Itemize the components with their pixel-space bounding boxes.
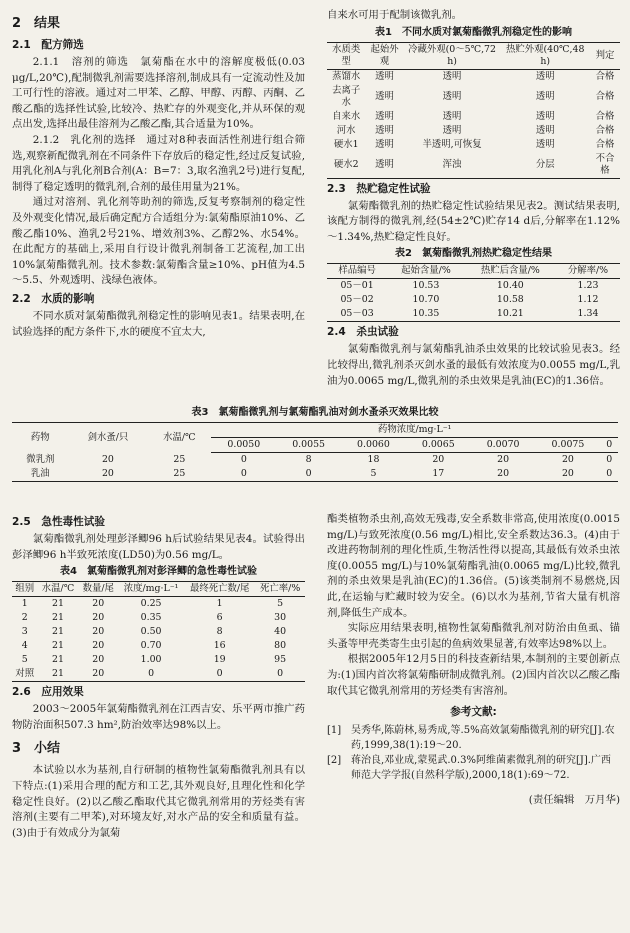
table-header: 水温/℃ [38, 582, 79, 597]
cell: 透明 [535, 110, 555, 122]
paragraph-solvent: 2.1.1 溶剂的筛选 氯菊酯在水中的溶解度极低(0.03 μg/L,20℃),配制微乳剂需要选择溶剂,制成具有一定流动性及加工可行性的溶液。通过对二甲苯、乙醇、甲醇、丙醇、丙酮、乙酸乙酯的选择性试验,比较冷、热贮存的外观变化,并从环保的观点出发,选择出最佳溶剂为乙酸乙酯,其合适量为10%。 [12, 56, 305, 131]
cell: 透明 [535, 90, 555, 102]
table-header: 0 [600, 438, 618, 453]
cell: 0 [216, 668, 223, 680]
cell: 0 [305, 468, 312, 479]
cell: 20 [92, 640, 105, 652]
table-header: 剑水蚤/只 [87, 431, 129, 443]
table-header: 判定 [590, 42, 620, 69]
table-row [12, 467, 618, 482]
cell: 透明 [375, 70, 394, 82]
cell: 20 [92, 598, 105, 610]
cell: 硬水2 [333, 158, 359, 170]
cell: 20 [497, 468, 510, 479]
cell: 透明 [375, 138, 394, 150]
cell: 25 [173, 468, 186, 479]
cell: 不合格 [595, 152, 615, 176]
table-header: 0.0050 [211, 438, 276, 453]
table-4 [12, 581, 305, 682]
cell: 6 [216, 612, 223, 624]
reference-item [327, 723, 620, 753]
table-row [12, 653, 305, 667]
table-row [327, 307, 620, 322]
section-2-4-title: 2.4 杀虫试验 [327, 326, 399, 339]
cell: 20 [561, 468, 574, 479]
cell: 8 [216, 626, 223, 638]
table-header: 数量/尾 [78, 582, 118, 597]
table-header: 0.0065 [406, 438, 471, 453]
paragraph-water-quality: 不同水质对氯菊酯微乳剂稳定性的影响见表1。结果表明,在试验选择的配方条件下,水的硬度不宜太大, [12, 309, 305, 338]
cell: 21 [52, 612, 64, 624]
cell: 透明 [442, 90, 462, 102]
cell: 18 [367, 454, 380, 465]
table-row [12, 639, 305, 653]
cell: 20 [101, 468, 114, 479]
cell: 20 [432, 454, 445, 465]
cell: 合格 [595, 138, 615, 150]
table-row [327, 279, 620, 294]
table-header: 冷藏外观(0～5℃,72 h) [404, 42, 501, 69]
cell: 10.35 [412, 308, 440, 320]
cell: 0 [606, 468, 613, 479]
references-list [327, 723, 620, 783]
table-row [327, 124, 620, 138]
responsible-editor: (责任编辑 万月华) [528, 793, 620, 806]
cell: 透明 [442, 110, 462, 122]
cell: 1.12 [577, 294, 599, 306]
cell: 05－03 [340, 308, 374, 320]
cell: 5 [277, 598, 284, 610]
cell: 透明 [535, 124, 555, 136]
cell: 10.58 [496, 294, 524, 306]
cell: 0 [240, 454, 247, 465]
table-header: 起始外观 [365, 42, 403, 69]
references-title: 参考文献: [450, 706, 497, 719]
reference-item [327, 753, 620, 783]
cell: 0.70 [140, 640, 162, 652]
cell: 8 [305, 454, 312, 465]
cell: 25 [173, 453, 186, 465]
cell: 30 [274, 612, 287, 624]
table-row [327, 293, 620, 307]
cell: 5 [370, 468, 377, 479]
table-3-block [12, 404, 618, 482]
cell: 20 [497, 454, 510, 465]
cell: 合格 [595, 90, 615, 102]
cell: 0 [148, 668, 155, 680]
table-3 [12, 422, 618, 482]
cell: 10.70 [412, 294, 440, 306]
paragraph-insecticide: 氯菊酯微乳剂与氯菊酯乳油杀虫效果的比较试验见表3。经比较得出,微乳剂杀灭剑水蚤的最低有效浓度为0.0055 mg/L,乳油为0.0065 mg/L,微乳剂的杀虫效果是乳油(EC)的1.36倍。 [327, 343, 620, 387]
cell: 05－02 [340, 294, 374, 306]
cell: 分层 [535, 158, 555, 170]
table-header: 最终死亡数/尾 [184, 582, 255, 597]
table-2 [327, 263, 620, 322]
cell: 合格 [595, 110, 615, 122]
cell: 1 [21, 598, 28, 610]
table-header: 0.0060 [341, 438, 406, 453]
reference-text: 蒋治良,邓业成,蒙冕武.0.3%阿维菌素微乳剂的研究[J].广西师范大学学报(自然科学版),2000,18(1):69～72. [351, 754, 611, 781]
cell: 20 [92, 668, 105, 680]
cell: 对照 [15, 668, 35, 680]
table-row [327, 138, 620, 152]
cell: 19 [213, 654, 226, 666]
cell: 21 [52, 654, 64, 666]
cell: 浑浊 [442, 158, 462, 170]
cell: 05－01 [340, 280, 374, 292]
cell: 合格 [595, 70, 615, 82]
cell: 合格 [595, 124, 615, 136]
cell: 21 [52, 626, 64, 638]
table-row [12, 667, 305, 682]
table-row [327, 110, 620, 124]
cell: 蒸馏水 [332, 70, 361, 82]
table-1-caption: 表1 不同水质对氯菊酯微乳剂稳定性的影响 [375, 26, 572, 38]
cell: 20 [92, 654, 105, 666]
cell: 10.21 [496, 308, 524, 320]
table-1 [327, 42, 620, 179]
paragraph-toxicity: 氯菊酯微乳剂处理彭泽鲫96 h后试验结果见表4。试验得出彭泽鲫96 h半致死浓度(LD50)为0.56 mg/L。 [12, 533, 305, 561]
table-header: 药物浓度/mg·L⁻¹ [211, 423, 618, 438]
cell: 透明 [375, 158, 394, 170]
cell: 20 [561, 454, 574, 465]
table-header: 组别 [12, 582, 38, 597]
table-header: 浓度/mg·L⁻¹ [118, 582, 184, 597]
table-header: 药物 [30, 431, 50, 443]
cell: 0.50 [140, 626, 162, 638]
cell: 4 [21, 640, 28, 652]
table-header: 起始含量/% [387, 264, 465, 279]
cell: 20 [92, 612, 105, 624]
right-column-upper [327, 8, 620, 389]
table-header: 0.0070 [471, 438, 536, 453]
paragraph-summary-cont: 酯类植物杀虫剂,高效无残毒,安全系数非常高,使用浓度(0.0015 mg/L)与致死浓度(0.56 mg/L)相比,安全系数达36.3。(4)由于改进药物制剂的理化性质,生物活性得以提高,其最低有效杀虫浓度(0.0055 mg/L)与10%氯菊酯乳油(0.0065 mg/L)比较,微乳剂的杀虫效果是乳油(EC)的1.36倍。(5)该类制剂不易燃烧,因此,在运输与贮藏时较为安全。(6)以水为基剂,节省大量有机溶剂,降低生产成本。 [327, 513, 620, 619]
cell: 透明 [375, 124, 394, 136]
section-3-heading: 3 小结 [12, 741, 61, 757]
left-column-lower [12, 512, 305, 841]
cell: 透明 [375, 90, 394, 102]
cell: 0 [277, 668, 284, 680]
table-header: 样品编号 [327, 264, 387, 279]
section-2-5-title: 2.5 急性毒性试验 [12, 516, 105, 528]
paragraph-emulsifier: 2.1.2 乳化剂的选择 通过对8种表面活性剂进行组合筛选,观察新配微乳剂在不同条件下存放后的稳定性,经过反复试验,用乳化剂A与乳化剂B合剂(A：B=7：3,取名渔乳2号)进行复配,制得了稳定透明的微乳剂,合剂的最佳用量为21%。 [12, 133, 305, 193]
table-4-caption: 表4 氯菊酯微乳剂对彭泽鲫的急性毒性试验 [60, 566, 257, 578]
cell: 乳油 [30, 468, 50, 479]
table-row [12, 625, 305, 639]
cell: 1.00 [140, 654, 162, 666]
cell: 17 [432, 468, 445, 479]
table-row [327, 152, 620, 179]
cell: 微乳剂 [26, 453, 55, 465]
table-row [12, 597, 305, 612]
paragraph-application: 2003～2005年氯菊酯微乳剂在江西吉安、乐平两市推广药物防治面积507.3 hm²,防治效率达98%以上。 [12, 703, 305, 731]
table-2-caption: 表2 氯菊酯微乳剂热贮稳定性结果 [395, 248, 552, 260]
cell: 20 [92, 626, 105, 638]
cell: 21 [52, 598, 64, 610]
paragraph-heat-storage: 氯菊酯微乳剂的热贮稳定性试验结果见表2。测试结果表明,该配方制得的微乳剂,经(54±2℃)贮存14 d后,分解率在1.12%～1.34%,热贮稳定性良好。 [327, 199, 620, 243]
cell: 透明 [375, 110, 394, 122]
cell: 95 [274, 654, 287, 666]
cell: 0 [606, 454, 613, 465]
cell: 透明 [535, 138, 555, 150]
table-row [12, 611, 305, 625]
table-header: 0.0075 [536, 438, 601, 453]
cell: 1.23 [577, 280, 599, 292]
paragraph-formula: 通过对溶剂、乳化剂等助剂的筛选,反复考察制剂的稳定性及外观变化情况,最后确定配方合适组分为:氯菊酯原油10%、乙酸乙酯10%、渔乳2号21%、增效剂3%、乙醇2%、水54%。在此配方的基础上,采用自行设计微乳剂制备工艺流程,加工出10%氯菊酯微乳剂。技术参数:氯菊酯含量≥10%、pH值为4.5～5.5、外观透明、浅绿色液体。 [12, 196, 305, 287]
section-2-6-title: 2.6 应用效果 [12, 686, 84, 699]
cell: 80 [274, 640, 287, 652]
right-column-lower [327, 512, 620, 808]
cell: 半透明,可恢复 [422, 138, 482, 150]
cell: 10.40 [496, 280, 524, 292]
cell: 去离子水 [332, 84, 361, 108]
table-row [12, 453, 618, 468]
cell: 透明 [442, 124, 462, 136]
paragraph-practical: 实际应用结果表明,植物性氯菊酯微乳剂对防治由鱼虱、锚头蚤等甲壳类寄生虫引起的鱼病效果显著,有效率达98%以上。 [327, 622, 620, 650]
reference-number: [1] [327, 724, 342, 736]
left-column-upper [12, 8, 305, 340]
cell: 0 [240, 468, 247, 479]
table-header: 热贮外观(40℃,48 h) [500, 42, 590, 69]
table-header: 分解率/% [556, 264, 620, 279]
paragraph-summary: 本试验以水为基剂,自行研制的植物性氯菊酯微乳剂具有以下特点:(1)采用合理的配方和工艺,其外观良好,且理化性和化学稳定性良好。(2)以乙酸乙酯取代其它微乳剂常用的芳烃类有害溶剂(主要有二甲苯),对环境友好,对水产品的安全和质量有益。(3)由于有效成分为氯菊 [12, 764, 305, 839]
section-2-1-title: 2.1 配方筛选 [12, 39, 84, 51]
cell: 21 [52, 668, 64, 680]
table-row [327, 69, 620, 84]
table-header: 水质类型 [327, 42, 365, 69]
section-2-heading: 2 结果 [12, 16, 61, 31]
table-row [327, 84, 620, 110]
cell: 2 [21, 612, 28, 624]
cell: 透明 [535, 70, 555, 82]
table-header: 0.0055 [276, 438, 341, 453]
cell: 21 [52, 640, 64, 652]
cell: 20 [101, 453, 114, 465]
cell: 3 [21, 626, 28, 638]
section-2-3-title: 2.3 热贮稳定性试验 [327, 182, 431, 195]
cell: 5 [21, 654, 28, 666]
reference-number: [2] [327, 754, 342, 766]
paragraph-innovation: 根据2005年12月5日的科技查新结果,本制剂的主要创新点为:(1)国内首次将氯菊酯研制成微乳剂。(2)国内首次以乙酸乙酯取代其它微乳剂常用的芳烃类有害溶剂。 [327, 653, 620, 697]
cell: 透明 [442, 70, 462, 82]
cell: 40 [274, 626, 287, 638]
section-2-2-title: 2.2 水质的影响 [12, 292, 95, 305]
cell: 河水 [336, 124, 356, 136]
reference-text: 吴秀华,陈蔚林,易秀成,等.5%高效氯菊酯微乳剂的研究[J].农药,1999,38(1):19～20. [351, 724, 615, 751]
table-3-caption: 表3 氯菊酯微乳剂与氯菊酯乳油对剑水蚤杀灭效果比较 [191, 407, 439, 418]
cell: 0.35 [140, 612, 162, 624]
cell: 硬水1 [333, 138, 359, 150]
cell: 10.53 [412, 280, 440, 292]
cell: 1.34 [577, 308, 599, 320]
table-header: 水温/℃ [163, 431, 196, 443]
table-header: 死亡率/% [255, 582, 305, 597]
cell: 自来水 [332, 110, 361, 122]
cell: 16 [213, 640, 226, 652]
cell: 0.25 [140, 598, 162, 610]
paragraph-water-quality-cont: 自来水可用于配制该微乳剂。 [327, 9, 463, 21]
cell: 1 [216, 598, 223, 610]
table-header: 热贮后含量/% [465, 264, 556, 279]
